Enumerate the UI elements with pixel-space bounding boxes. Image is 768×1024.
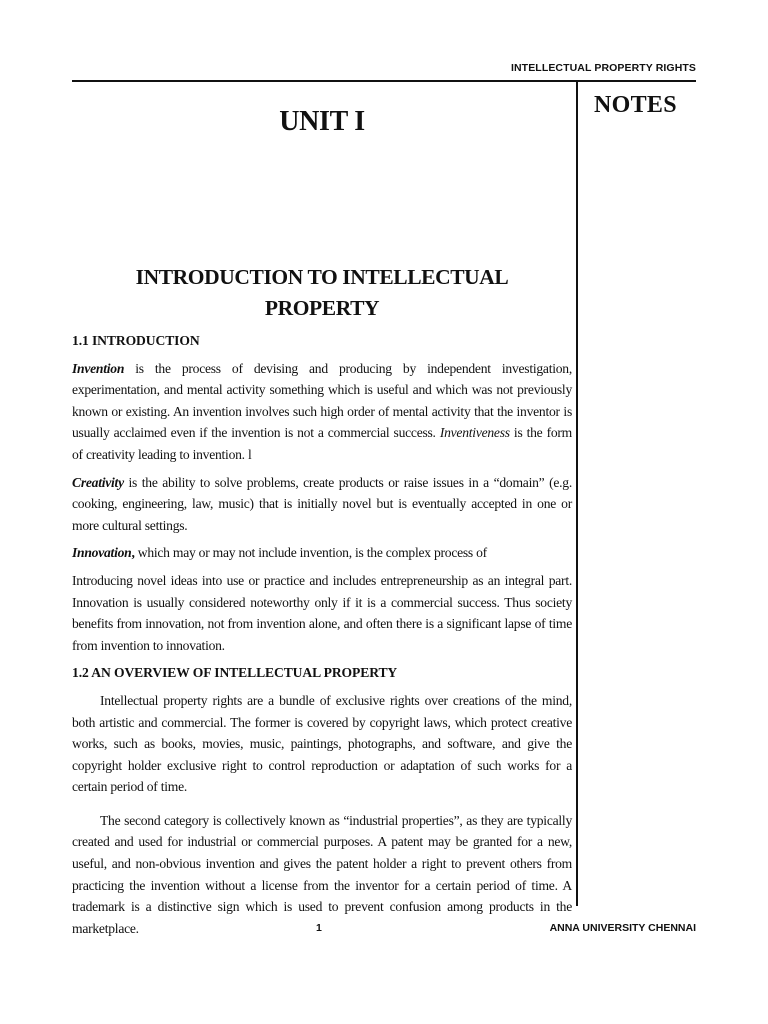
paragraph-industrial-properties: The second category is collectively known as “industrial properties”, as they are typically created and used for industrial or commercial purposes. A patent may be granted for a new, useful, and non-obvious invention and gives the patent holder a right to prevent others from practicing the invention without a license from the inventor for a certain period of time. A trademark is a distinctive sign which is used to prevent confusion among products in the marketplace.: [72, 812, 572, 936]
notes-column-divider: [576, 80, 578, 906]
invention-definition: is the process of devising and producing by independent investigation, experimentation, and mental activity something which is useful and which was not previously known or existing. An invention involves such high order of mental activity that the inventor is usually acclaimed even if the invention is not a commercial success.: [72, 360, 572, 441]
paragraph-ipr-overview: Intellectual property rights are a bundle of exclusive rights over creations of the mind, both artistic and commercial. The former is covered by copyright laws, which protect creative works, such as books, movies, music, paintings, photographs, and software, and give the copyright holder exclusive right to control reproduction or adaptation of such works for a certain period of time.: [72, 692, 572, 795]
term-invention: Invention: [72, 360, 125, 376]
paragraph-innovation: [72, 542, 572, 564]
term-creativity: Creativity: [72, 474, 124, 490]
paragraph-invention: [72, 358, 572, 466]
inventiveness-definition: is the form of creativity leading to invention. l: [72, 425, 572, 462]
chapter-title: [72, 262, 572, 324]
header-rule: [72, 80, 696, 82]
notes-heading: NOTES: [594, 92, 677, 118]
term-inventiveness: Inventiveness: [439, 425, 510, 441]
innovation-comma: ,: [131, 545, 135, 561]
paragraph-creativity: [72, 472, 572, 537]
unit-title: UNIT I: [279, 106, 365, 137]
section-heading-1-2: 1.2 AN OVERVIEW OF INTELLECTUAL PROPERTY: [72, 665, 398, 681]
main-text: [72, 330, 572, 945]
chapter-title-line-1: INTRODUCTION TO INTELLECTUAL: [135, 265, 509, 289]
paragraph-innovation-continued: Introducing novel ideas into use or practice and includes entrepreneurship as an integral part. Innovation is usually considered noteworthy only if it is a commercial success. Thus society benefits from innovation, not from invention alone, and often there is a significant lapse of time from invention to innovation.: [72, 572, 572, 653]
page-number: 1: [316, 922, 322, 934]
term-innovation: Innovation: [72, 545, 132, 561]
innovation-definition: which may or may not include invention, is the complex process of: [134, 545, 487, 561]
chapter-title-line-2: PROPERTY: [264, 296, 380, 320]
section-heading-1-1: 1.1 INTRODUCTION: [72, 333, 200, 348]
running-header: INTELLECTUAL PROPERTY RIGHTS: [510, 62, 696, 74]
footer-publisher: ANNA UNIVERSITY CHENNAI: [549, 922, 696, 934]
creativity-definition: is the ability to solve problems, create products or raise issues in a “domain” (e.g. cooking, engineering, law, music) that is initially novel but is eventually accepted in one or more cultural settings.: [72, 474, 572, 533]
